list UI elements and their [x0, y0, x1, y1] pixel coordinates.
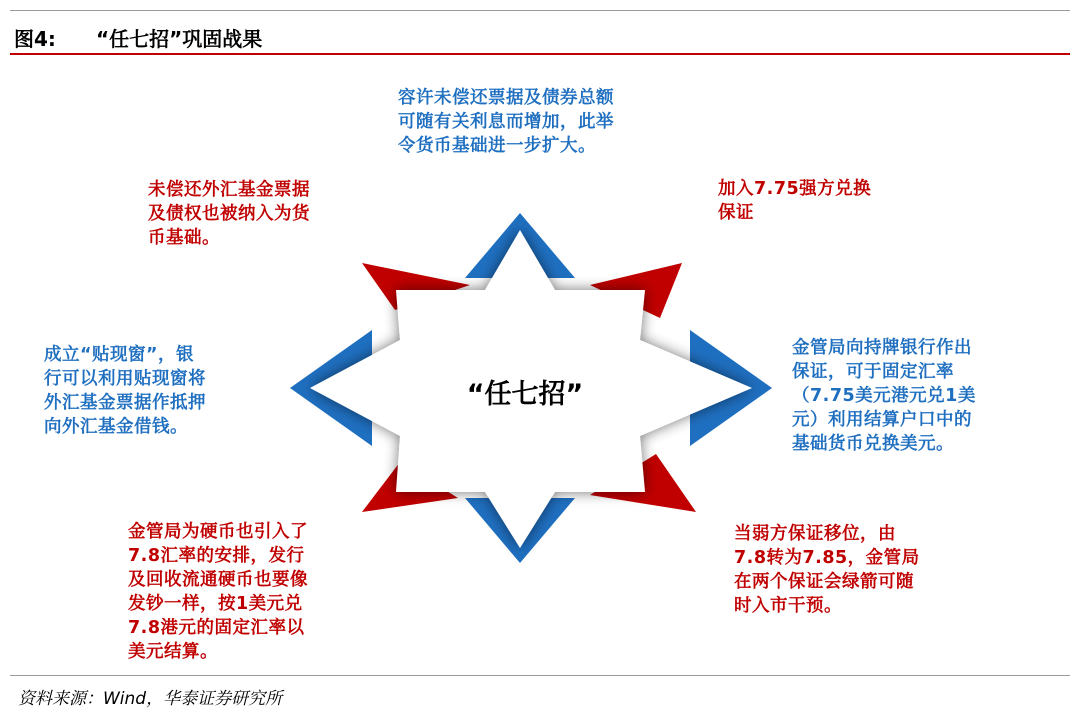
note-bottom-left: 金管局为硬币也引入了 7.8汇率的安排，发行 及回收流通硬币也要像 发钞一样，按1美元兑 7.8港元的固定汇率以 美元结算。 [128, 522, 308, 662]
source-note: 资料来源：Wind，华泰证券研究所 [18, 689, 283, 709]
note-left: 成立“贴现窗”，银 行可以利用贴现窗将 外汇基金票据作抵押 向外汇基金借钱。 [44, 345, 206, 437]
note-top-left: 未偿还外汇基金票据 及债权也被纳入为货 币基础。 [148, 180, 310, 248]
note-bottom-right: 当弱方保证移位，由 7.8转为7.85，金管局 在两个保证会绿箭可随 时入市干预。 [734, 524, 920, 616]
figure-label: 图4: [14, 26, 56, 51]
center-label: “任七招” [466, 379, 584, 410]
note-top-right: 加入7.75强方兑换 保证 [718, 179, 872, 223]
note-top: 容许未偿还票据及债券总额 可随有关利息而增加，此举 令货币基础进一步扩大。 [398, 88, 614, 156]
bottom-rule [10, 675, 1070, 676]
note-right: 金管局向持牌银行作出 保证，可于固定汇率 （7.75美元港元兑1美 元）利用结算户口中的 基础货币兑换美元。 [792, 338, 976, 454]
figure-title: “任七招”巩固战果 [96, 26, 263, 51]
